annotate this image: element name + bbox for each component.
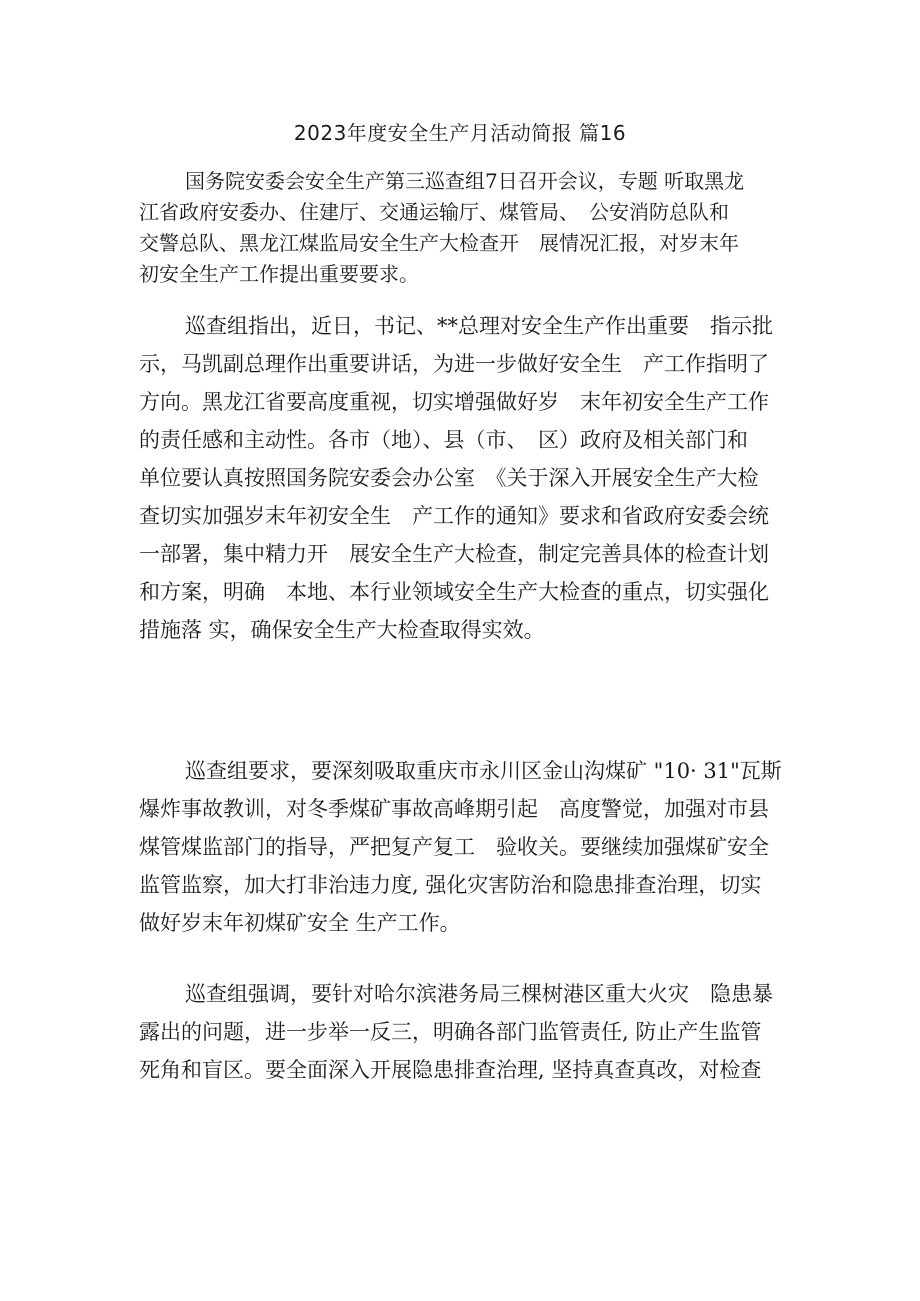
paragraph-line: 方向。黑龙江省要高度重视，切实增强做好岁 末年初安全生产工作 bbox=[139, 390, 769, 414]
paragraph-line: 露出的问题，进一步举一反三，明确各部门监管责任, 防止产生监管 bbox=[139, 1020, 762, 1044]
document-title: 2023年度安全生产月活动简报 篇16 bbox=[293, 121, 627, 145]
paragraph-line: 初安全生产工作提出重要要求。 bbox=[139, 262, 419, 286]
paragraph-line: 交警总队、黑龙江煤监局安全生产大检查开 展情况汇报，对岁末年 bbox=[139, 231, 739, 255]
paragraph-3 bbox=[139, 752, 789, 942]
paragraph-2 bbox=[139, 307, 789, 649]
paragraph-line: 煤管煤监部门的指导，严把复产复工 验收关。要继续加强煤矿安全 bbox=[139, 835, 769, 859]
paragraph-line: 示，马凯副总理作出重要讲话，为进一步做好安全生 产工作指明了 bbox=[139, 352, 769, 376]
paragraph-line: 措施落 实，确保安全生产大检查取得实效。 bbox=[139, 618, 545, 642]
paragraph-4 bbox=[139, 975, 789, 1089]
paragraph-line: 巡查组强调，要针对哈尔滨港务局三棵树港区重大火灾 隐患暴 bbox=[185, 982, 773, 1006]
paragraph-line: 单位要认真按照国务院安委会办公室 《关于深入开展安全生产大检 bbox=[139, 466, 759, 490]
paragraph-line: 和方案，明确 本地、本行业领域安全生产大检查的重点，切实强化 bbox=[139, 580, 769, 604]
paragraph-line: 爆炸事故教训，对冬季煤矿事故高峰期引起 高度警觉，加强对市县 bbox=[139, 797, 769, 821]
paragraph-line: 巡查组指出，近日，书记、**总理对安全生产作出重要 指示批 bbox=[185, 314, 773, 338]
paragraph-line: 查切实加强岁末年初安全生 产工作的通知》要求和省政府安委会统 bbox=[139, 504, 769, 528]
paragraph-line: 死角和盲区。要全面深入开展隐患排查治理, 坚持真查真改，对检查 bbox=[139, 1058, 762, 1082]
paragraph-line: 做好岁末年初煤矿安全 生产工作。 bbox=[139, 911, 461, 935]
paragraph-line: 监管监察，加大打非治违力度, 强化灾害防治和隐患排查治理，切实 bbox=[139, 873, 762, 897]
paragraph-line: 巡查组要求，要深刻吸取重庆市永川区金山沟煤矿 "10· 31"瓦斯 bbox=[185, 759, 782, 783]
paragraph-line: 一部署，集中精力开 展安全生产大检查，制定完善具体的检查计划 bbox=[139, 542, 769, 566]
paragraph-line: 国务院安委会安全生产第三巡查组7日召开会议，专题 听取黑龙 bbox=[185, 169, 745, 193]
paragraph-line: 的责任感和主动性。各市（地）、县（市、 区）政府及相关部门和 bbox=[139, 428, 748, 452]
paragraph-line: 江省政府安委办、住建厅、交通运输厅、煤管局、 公安消防总队和 bbox=[139, 200, 729, 224]
paragraph-1 bbox=[139, 166, 789, 290]
